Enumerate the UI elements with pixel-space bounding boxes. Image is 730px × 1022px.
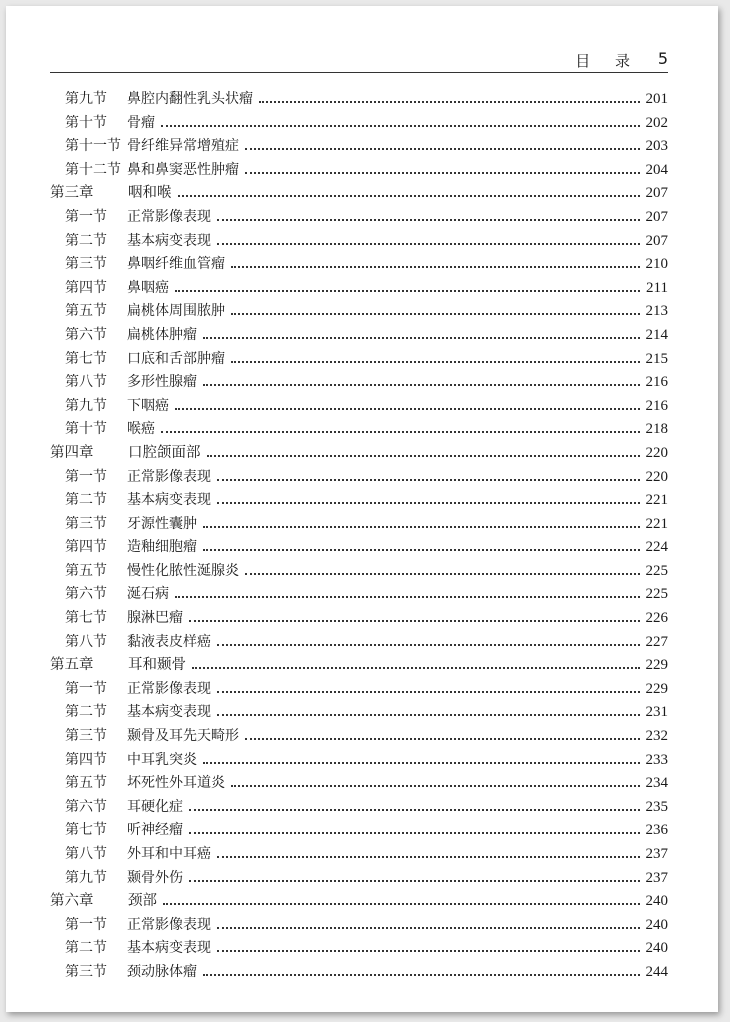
toc-entry-title: 基本病变表现 xyxy=(127,704,211,721)
toc-entry-page: 207 xyxy=(645,208,668,225)
dot-leader xyxy=(189,870,640,882)
toc-chapter-row xyxy=(50,442,668,466)
toc-entry-page: 213 xyxy=(645,303,668,320)
toc-entry-title: 口底和舌部肿瘤 xyxy=(127,350,225,367)
toc-entry-page: 240 xyxy=(645,916,668,933)
toc-section-row xyxy=(50,466,668,490)
toc-entry-label: 第六章 xyxy=(50,893,94,910)
toc-entry-label: 第五章 xyxy=(50,657,94,674)
toc-entry-label: 第一节 xyxy=(65,916,107,933)
toc-entry-label: 第八节 xyxy=(65,633,107,650)
toc-entry-title: 造釉细胞瘤 xyxy=(127,539,197,556)
toc-entry-page: 210 xyxy=(645,256,668,273)
toc-section-row xyxy=(50,631,668,655)
dot-leader xyxy=(175,586,640,598)
toc-entry-label: 第六节 xyxy=(65,586,107,603)
toc-entry-title: 鼻咽癌 xyxy=(127,279,169,296)
toc-entry-page: 207 xyxy=(645,185,668,202)
toc-section-row xyxy=(50,88,668,112)
toc-section-row xyxy=(50,937,668,961)
toc-entry-label: 第八节 xyxy=(65,374,107,391)
toc-entry-label: 第五节 xyxy=(65,303,107,320)
dot-leader xyxy=(231,303,640,315)
toc-entry-title: 骨瘤 xyxy=(127,114,155,131)
toc-entry-page: 218 xyxy=(645,421,668,438)
toc-entry-label: 第九节 xyxy=(65,397,107,414)
toc-entry-title: 扁桃体肿瘤 xyxy=(127,326,197,343)
toc-section-row xyxy=(50,607,668,631)
toc-entry-title: 外耳和中耳癌 xyxy=(127,846,211,862)
toc-entry-page: 220 xyxy=(645,444,668,461)
dot-leader xyxy=(231,351,640,363)
toc-section-row xyxy=(50,112,668,136)
toc-entry-label: 第二节 xyxy=(65,492,107,509)
dot-leader xyxy=(178,185,640,197)
toc-section-row xyxy=(50,371,668,395)
toc-entry-page: 234 xyxy=(645,775,668,792)
dot-leader xyxy=(203,539,640,551)
toc-entry-page: 207 xyxy=(645,232,668,249)
dot-leader xyxy=(203,964,640,976)
toc-chapter-row xyxy=(50,654,668,678)
toc-entry-page: 233 xyxy=(645,751,668,768)
toc-section-row xyxy=(50,324,668,348)
toc-entry-label: 第一节 xyxy=(65,468,107,485)
toc-section-row xyxy=(50,678,668,702)
toc-entry-page: 203 xyxy=(645,138,668,155)
running-header xyxy=(50,46,668,73)
dot-leader xyxy=(217,492,640,504)
toc-entry-title: 正常影像表现 xyxy=(127,916,211,933)
toc-entry-label: 第九节 xyxy=(65,869,107,886)
toc-entry-label: 第三章 xyxy=(50,185,94,202)
toc-section-row xyxy=(50,914,668,938)
toc-entry-label: 第六节 xyxy=(65,798,107,815)
toc-entry-page: 211 xyxy=(646,279,668,296)
toc-section-row xyxy=(50,749,668,773)
toc-section-row xyxy=(50,489,668,513)
toc-entry-page: 214 xyxy=(645,326,668,343)
dot-leader xyxy=(203,374,640,386)
toc-entry-label: 第五节 xyxy=(65,562,107,579)
toc-entry-title: 颈动脉体瘤 xyxy=(127,963,197,980)
toc-section-row xyxy=(50,348,668,372)
toc-entry-page: 201 xyxy=(645,91,668,107)
toc-entry-page: 225 xyxy=(645,562,668,579)
dot-leader xyxy=(161,421,640,433)
toc-section-row xyxy=(50,961,668,985)
toc-entry-page: 225 xyxy=(645,586,668,603)
toc-entry-page: 229 xyxy=(645,657,668,674)
toc-entry-title: 下咽癌 xyxy=(127,397,169,414)
header-title: 目 录 xyxy=(575,52,640,70)
toc-entry-label: 第三节 xyxy=(65,256,107,273)
toc-entry-page: 204 xyxy=(645,161,668,178)
dot-leader xyxy=(175,280,640,292)
toc-entry-page: 221 xyxy=(645,492,668,509)
toc-entry-page: 220 xyxy=(645,468,668,485)
toc-entry-label: 第十节 xyxy=(65,421,107,438)
toc-entry-label: 第六节 xyxy=(65,326,107,343)
dot-leader xyxy=(259,91,640,103)
toc-entry-page: 215 xyxy=(645,350,668,367)
toc-entry-label: 第十节 xyxy=(65,114,107,131)
dot-leader xyxy=(217,940,640,952)
dot-leader xyxy=(217,704,640,716)
toc-section-row xyxy=(50,772,668,796)
toc-section-row xyxy=(50,796,668,820)
dot-leader xyxy=(217,634,640,646)
toc-entry-page: 244 xyxy=(645,963,668,980)
toc-entry-page: 226 xyxy=(645,610,668,627)
toc-entry-page: 240 xyxy=(645,940,668,957)
toc-chapter-row xyxy=(50,182,668,206)
toc-entry-page: 231 xyxy=(645,704,668,721)
toc-entry-title: 正常影像表现 xyxy=(127,208,211,225)
toc-entry-page: 235 xyxy=(645,798,668,815)
toc-entry-title: 耳硬化症 xyxy=(127,798,183,815)
toc-entry-label: 第三节 xyxy=(65,728,107,745)
toc-chapter-row xyxy=(50,890,668,914)
toc-entry-page: 240 xyxy=(645,893,668,910)
dot-leader xyxy=(189,799,640,811)
dot-leader xyxy=(231,256,640,268)
toc-entry-label: 第三节 xyxy=(65,515,107,532)
toc-entry-page: 237 xyxy=(645,846,668,862)
dot-leader xyxy=(217,233,640,245)
toc-section-row xyxy=(50,206,668,230)
toc-entry-title: 多形性腺瘤 xyxy=(127,374,197,391)
toc-entry-title: 涎石病 xyxy=(127,586,169,603)
toc-section-row xyxy=(50,701,668,725)
toc-entry-title: 口腔颌面部 xyxy=(128,444,201,461)
toc-entry-title: 鼻咽纤维血管瘤 xyxy=(127,256,225,273)
toc-entry-title: 正常影像表现 xyxy=(127,680,211,697)
dot-leader xyxy=(245,138,640,150)
dot-leader xyxy=(245,162,640,174)
toc-entry-page: 227 xyxy=(645,633,668,650)
toc-entry-page: 237 xyxy=(645,869,668,886)
toc-entry-page: 224 xyxy=(645,539,668,556)
toc-entry-page: 202 xyxy=(645,114,668,131)
toc-section-row xyxy=(50,560,668,584)
toc-entry-title: 颞骨外伤 xyxy=(127,869,183,886)
header-page-number: 5 xyxy=(657,49,668,68)
dot-leader xyxy=(217,917,640,929)
toc-entry-title: 中耳乳突炎 xyxy=(127,751,197,768)
dot-leader xyxy=(189,822,640,834)
dot-leader xyxy=(203,516,640,528)
dot-leader xyxy=(217,469,640,481)
toc-entry-label: 第四章 xyxy=(50,444,94,461)
toc-entry-label: 第四节 xyxy=(65,539,107,556)
toc-section-row xyxy=(50,725,668,749)
toc-entry-title: 颈部 xyxy=(128,893,157,910)
dot-leader xyxy=(163,893,640,905)
dot-leader xyxy=(207,445,640,457)
toc-entry-page: 232 xyxy=(645,728,668,745)
toc-entry-page: 221 xyxy=(645,515,668,532)
toc-entry-page: 216 xyxy=(645,397,668,414)
toc-entry-label: 第七节 xyxy=(65,822,107,839)
toc-entry-title: 骨纤维异常增殖症 xyxy=(127,138,239,155)
toc-entry-label: 第二节 xyxy=(65,704,107,721)
toc-entry-title: 黏液表皮样癌 xyxy=(127,633,211,650)
dot-leader xyxy=(245,563,640,575)
toc-entry-label: 第八节 xyxy=(65,846,107,862)
toc-entry-page: 229 xyxy=(645,680,668,697)
toc-entry-title: 扁桃体周围脓肿 xyxy=(127,303,225,320)
toc-section-row xyxy=(50,253,668,277)
dot-leader xyxy=(231,775,640,787)
dot-leader xyxy=(217,846,640,858)
toc-entry-label: 第一节 xyxy=(65,208,107,225)
toc-section-row xyxy=(50,395,668,419)
toc-entry-label: 第十二节 xyxy=(65,161,121,178)
dot-leader xyxy=(245,728,640,740)
toc-entry-label: 第二节 xyxy=(65,232,107,249)
toc-entry-title: 鼻和鼻窦恶性肿瘤 xyxy=(127,161,239,178)
toc-entry-label: 第二节 xyxy=(65,940,107,957)
toc-section-row xyxy=(50,277,668,301)
toc-entry-page: 236 xyxy=(645,822,668,839)
toc-entry-label: 第三节 xyxy=(65,963,107,980)
toc-section-row xyxy=(50,513,668,537)
dot-leader xyxy=(175,398,640,410)
document-page xyxy=(6,6,718,1012)
toc-section-row xyxy=(50,819,668,843)
toc-entry-label: 第四节 xyxy=(65,751,107,768)
toc-section-row xyxy=(50,159,668,183)
toc-section-row xyxy=(50,135,668,159)
toc-section-row xyxy=(50,230,668,254)
dot-leader xyxy=(189,610,640,622)
toc-entry-title: 基本病变表现 xyxy=(127,232,211,249)
toc-entry-title: 基本病变表现 xyxy=(127,940,211,957)
toc-entry-title: 基本病变表现 xyxy=(127,492,211,509)
toc-entry-label: 第五节 xyxy=(65,775,107,792)
toc-entry-title: 正常影像表现 xyxy=(127,468,211,485)
toc-entry-title: 咽和喉 xyxy=(128,185,172,202)
toc-entry-label: 第七节 xyxy=(65,610,107,627)
toc-entry-title: 听神经瘤 xyxy=(127,822,183,839)
dot-leader xyxy=(203,752,640,764)
toc-entry-title: 慢性化脓性涎腺炎 xyxy=(127,562,239,579)
toc-section-row xyxy=(50,843,668,867)
toc-entry-title: 坏死性外耳道炎 xyxy=(127,775,225,792)
dot-leader xyxy=(217,681,640,693)
toc-entry-label: 第七节 xyxy=(65,350,107,367)
toc-entry-title: 耳和颞骨 xyxy=(128,657,186,674)
toc-entry-title: 颞骨及耳先天畸形 xyxy=(127,728,239,745)
dot-leader xyxy=(217,209,640,221)
dot-leader xyxy=(161,115,640,127)
toc-section-row xyxy=(50,867,668,891)
toc-section-row xyxy=(50,300,668,324)
toc-entry-label: 第十一节 xyxy=(65,138,121,155)
toc-entry-label: 第九节 xyxy=(65,91,107,107)
toc-section-row xyxy=(50,418,668,442)
table-of-contents xyxy=(50,88,668,985)
toc-entry-label: 第四节 xyxy=(65,279,107,296)
dot-leader xyxy=(203,327,640,339)
toc-entry-title: 腺淋巴瘤 xyxy=(127,610,183,627)
dot-leader xyxy=(192,657,640,669)
toc-entry-title: 喉癌 xyxy=(127,421,155,438)
toc-section-row xyxy=(50,583,668,607)
toc-section-row xyxy=(50,536,668,560)
toc-entry-label: 第一节 xyxy=(65,680,107,697)
toc-entry-page: 216 xyxy=(645,374,668,391)
toc-entry-title: 鼻腔内翻性乳头状瘤 xyxy=(127,91,253,107)
toc-entry-title: 牙源性囊肿 xyxy=(127,515,197,532)
